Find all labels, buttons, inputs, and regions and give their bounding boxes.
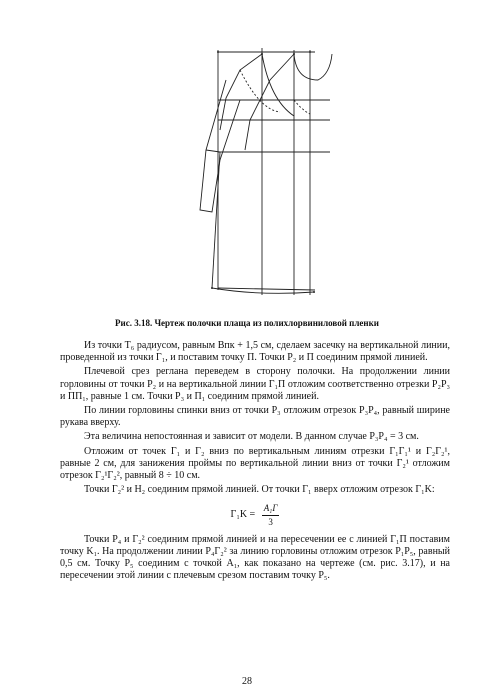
paragraph: Из точки T₆ радиусом, равным Впк + 1,5 см, сделаем засечку на вертикальной линии, проведенной из точки Г₁, и поставим точку П. Точки P₂ и П соединим прямой линией. [60,340,450,364]
raglan-seam [245,54,294,150]
formula-numerator: A₁Г [262,502,280,515]
figure-caption: Рис. 3.18. Чертеж полочки плаща из полихлорвиниловой пленки [115,318,379,328]
formula-denominator: 3 [268,516,273,527]
paragraph: По линии горловины спинки вниз от точки P₃ отложим отрезок P₃P₄, равный ширине рукава вверху. [60,405,450,429]
formula [60,502,450,527]
page-number: 28 [242,676,252,687]
paragraph: Плечевой срез реглана переведем в сторону полочки. На продолжении линии горловины от точки P₂ и на вертикальной линии Г₁П отложим соответственно отрезки P₂P₃ и ПП₁, равные 1 см. Точки P₃ и П₁ соединим прямой линией. [60,366,450,402]
formula-lhs: Г₁K = [230,509,256,521]
side-seam [212,152,220,288]
pattern-drawing [190,40,340,305]
raglan-line [220,54,262,130]
body-text [60,340,450,585]
paragraph: Эта величина непостоянная и зависит от модели. В данном случае P₃P₄ = 3 см. [84,431,419,443]
formula-fraction [262,502,280,527]
paragraph: Точки P₄ и Г₂² соединим прямой линией и на пересечении ее с линией Г₁П поставим точку K₁. На продолжении линии P₄Г₂² за линию горловины отложим отрезок P₁P₅, равный 0,5 см. Точку P₅ соединим с точкой A₁, как показано на чертеже (см. рис. 3.17), и на пересечении этой линии с плечевым срезом поставим точку P₅. [60,533,450,582]
neckline-curve [294,54,332,80]
paragraph: Отложим от точек Г₁ и Г₂ вниз по вертикальным линиям отрезки Г₁Г₁¹ и Г₂Г₂¹, равные 2 см, для занижения проймы по вертикальной линии вниз от точки Г₂¹ отложим отрезок Г₂¹Г₂², равный 8 ÷ 10 см. [60,445,450,482]
paragraph: Точки Г₂² и H₂ соединим прямой линией. От точки Г₁ вверх отложим отрезок Г₁K: [84,484,435,496]
